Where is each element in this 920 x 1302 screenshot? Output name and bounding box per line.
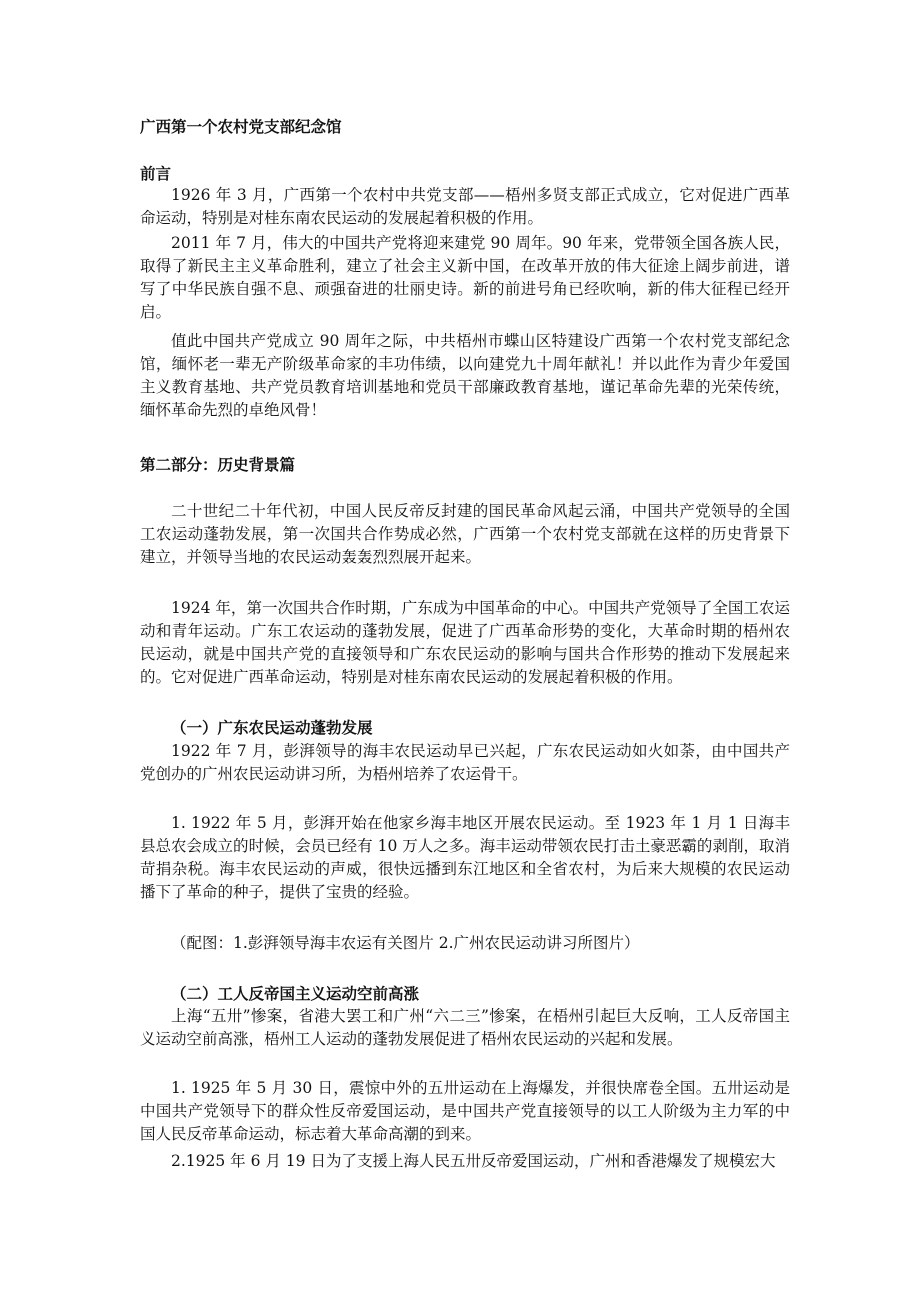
part2-paragraph-2: 1924 年，第一次国共合作时期，广东成为中国革命的中心。中国共产党领导了全国工农运动和青年运动。广东工农运动的蓬勃发展，促进了广西革命形势的变化，大革命时期的梧州农民运动，就是中国共产党的直接领导和广东农民运动的影响与国共合作形势的推动下发展起来的。它对促进广西革命运动，特别是对桂东南农民运动的发展起着积极的作用。 [140, 599, 790, 686]
section1-item-1: 1. 1922 年 5 月，彭湃开始在他家乡海丰地区开展农民运动。至 1923 年 1 月 1 日海丰县总农会成立的时候，会员已经有 10 万人之多。海丰运动带领农民打击土豪恶霸的剥削，取消苛捐杂税。海丰农民运动的声威，很快远播到东江地区和全省农村，为后来大规模的农民运动播下了革命的种子，提供了宝贵的经验。 [140, 814, 790, 901]
preface-paragraph-2: 2011 年 7 月，伟大的中国共产党将迎来建党 90 周年。90 年来，党带领全国各族人民，取得了新民主主义革命胜利，建立了社会主义新中国，在改革开放的伟大征途上阔步前进，谱写了中华民族自强不息、顽强奋进的壮丽史诗。新的前进号角已经吹响，新的伟大征程已经开启。 [140, 234, 790, 321]
section2-intro: 上海“五卅”惨案，省港大罢工和广州“六二三”惨案，在梧州引起巨大反响，工人反帝国主义运动空前高涨，梧州工人运动的蓬勃发展促进了梧州农民运动的兴起和发展。 [140, 1007, 790, 1048]
section2-item-1: 1. 1925 年 5 月 30 日，震惊中外的五卅运动在上海爆发，并很快席卷全国。五卅运动是中国共产党领导下的群众性反帝爱国运动，是中国共产党直接领导的以工人阶级为主力军的中国人民反帝革命运动，标志着大革命高潮的到来。 [140, 1079, 790, 1143]
preface-paragraph-3: 值此中国共产党成立 90 周年之际，中共梧州市蝶山区特建设广西第一个农村党支部纪念馆，缅怀老一辈无产阶级革命家的丰功伟绩，以向建党九十周年献礼！并以此作为青少年爱国主义教育基地、共产党员教育培训基地和党员干部廉政教育基地，谨记革命先辈的光荣传统，缅怀革命先烈的卓绝风骨！ [140, 332, 790, 419]
section1-intro: 1922 年 7 月，彭湃领导的海丰农民运动早已兴起，广东农民运动如火如荼，由中国共产党创办的广州农民运动讲习所，为梧州培养了农运骨干。 [140, 742, 790, 783]
preface-paragraph-1: 1926 年 3 月，广西第一个农村中共党支部——梧州多贤支部正式成立，它对促进广西革命运动，特别是对桂东南农民运动的发展起着积极的作用。 [140, 186, 790, 227]
section2-heading: （二）工人反帝国主义运动空前高涨 [171, 984, 420, 1003]
part2-paragraph-1: 二十世纪二十年代初，中国人民反帝反封建的国民革命风起云涌，中国共产党领导的全国工农运动蓬勃发展，第一次国共合作势成必然，广西第一个农村党支部就在这样的历史背景下建立，并领导当地的农民运动轰轰烈烈展开起来。 [140, 502, 790, 566]
section2-item-2: 2.1925 年 6 月 19 日为了支援上海人民五卅反帝爱国运动，广州和香港爆发了规模宏大 [171, 1152, 776, 1170]
document-title: 广西第一个农村党支部纪念馆 [140, 117, 342, 136]
part2-heading: 第二部分：历史背景篇 [140, 455, 296, 474]
preface-heading: 前言 [140, 164, 172, 183]
figure-note: （配图：1.彭湃领导海丰农运有关图片 2.广州农民运动讲习所图片） [171, 934, 640, 952]
section1-heading: （一）广东农民运动蓬勃发展 [171, 718, 373, 737]
